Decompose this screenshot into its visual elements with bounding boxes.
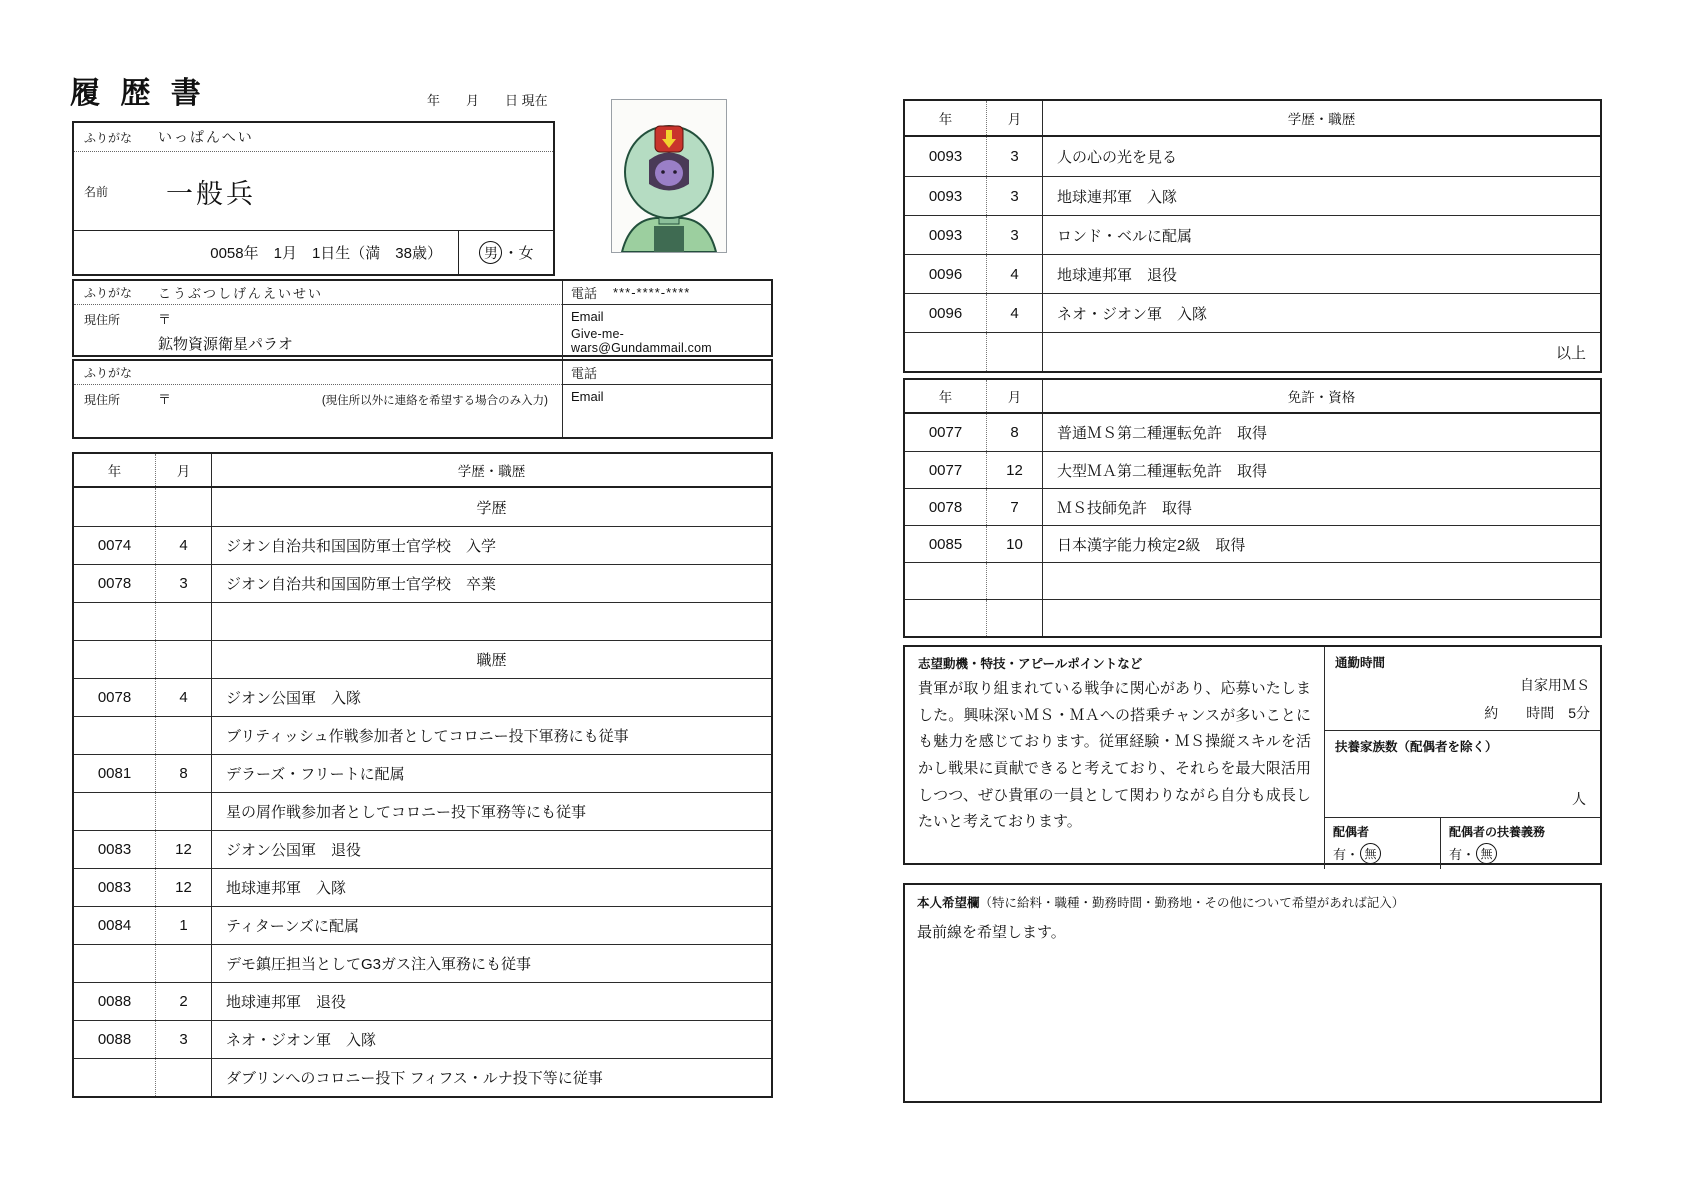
month-cell <box>987 563 1043 599</box>
year-cell: 0077 <box>905 414 987 451</box>
alternate-address-note: (現住所以外に連絡を希望する場合のみ入力) <box>321 395 548 407</box>
table-row <box>74 488 771 526</box>
year-cell: 0078 <box>74 679 156 716</box>
description-cell: ダブリンへのコロニー投下 フィフス・ルナ投下等に従事 <box>226 1070 603 1087</box>
table-row <box>74 602 771 640</box>
phone-row <box>563 361 771 385</box>
description-column-header: 免許・資格 <box>1287 390 1356 405</box>
gender-female: 女 <box>518 245 534 262</box>
year-cell <box>905 563 987 599</box>
year-cell: 0084 <box>74 907 156 944</box>
furigana-label: ふりがな <box>84 366 133 380</box>
motivation-heading: 志望動機・特技・アピールポイントなど <box>918 657 1143 671</box>
motivation-body: 貴軍が取り組まれている戦争に関心があり、応募いたしました。興味深いＭＳ・ＭＡへの搭乗チャンスが多いことにも魅力を感じております。従軍経験・ＭＳ操縦スキルを活かし戦果に貢献できると考えており、それらを最大限活用しつつ、ぜひ貴軍の一員として関わりながら自分も成長したいと考えております。 <box>918 680 1311 831</box>
address-furigana-row <box>74 361 562 385</box>
year-cell: 0088 <box>74 983 156 1020</box>
table-row <box>74 906 771 944</box>
month-cell: 1 <box>156 907 212 944</box>
phone-label: 電話 <box>571 286 598 301</box>
month-cell: 10 <box>987 526 1043 562</box>
year-cell <box>74 488 156 526</box>
description-cell: 星の屑作戦参加者としてコロニー投下軍務等にも従事 <box>226 804 587 821</box>
table-row <box>905 254 1600 293</box>
furigana-label: ふりがな <box>84 286 133 300</box>
table-header-row <box>74 454 771 488</box>
table-row <box>905 293 1600 332</box>
description-cell: ジオン公国軍 入隊 <box>226 690 362 707</box>
address-main <box>74 385 562 412</box>
personal-wishes-section <box>903 883 1602 1103</box>
name-furigana-row <box>74 123 553 152</box>
year-cell <box>74 641 156 678</box>
month-cell: 8 <box>987 414 1043 451</box>
description-cell: 学歴 <box>476 499 507 517</box>
year-cell: 0093 <box>905 137 987 176</box>
table-header-row <box>905 380 1600 414</box>
month-cell: 7 <box>987 489 1043 525</box>
spouse-support-options: 有・ <box>1449 847 1476 862</box>
phone-label: 電話 <box>571 366 598 381</box>
month-cell <box>156 717 212 754</box>
description-cell: ネオ・ジオン軍 入隊 <box>226 1032 377 1049</box>
year-cell: 0081 <box>74 755 156 792</box>
commute-time-value: 約 時間 5分 <box>1484 705 1590 721</box>
address-furigana-value: こうぶつしげんえいせい <box>158 286 324 301</box>
description-cell: 地球連邦軍 入隊 <box>226 880 347 897</box>
month-cell <box>156 603 212 640</box>
wishes-heading-label: 本人希望欄 <box>917 896 980 910</box>
spouse-support-selected: 無 <box>1476 843 1497 864</box>
wishes-heading-note: （特に給料・職種・勤務時間・勤務地・その他について希望があれば記入） <box>979 896 1405 910</box>
month-cell: 12 <box>156 831 212 868</box>
month-cell <box>987 600 1043 636</box>
year-cell: 0093 <box>905 177 987 215</box>
table-row <box>905 176 1600 215</box>
month-column-header: 月 <box>156 454 212 486</box>
email-label: Email <box>571 389 604 404</box>
year-cell: 0078 <box>74 565 156 602</box>
year-cell <box>905 600 987 636</box>
email-block <box>563 385 771 411</box>
address-main <box>74 305 562 358</box>
description-cell: 日本漢字能力検定2級 取得 <box>1057 536 1246 554</box>
year-cell: 0096 <box>905 294 987 332</box>
month-cell <box>156 793 212 830</box>
description-cell: ジオン自治共和国国防軍士官学校 卒業 <box>226 576 497 593</box>
month-cell <box>156 641 212 678</box>
dependents-unit: 人 <box>1572 791 1586 807</box>
commute-label: 通勤時間 <box>1335 656 1386 670</box>
wishes-heading <box>917 893 1588 911</box>
email-block <box>563 305 771 359</box>
table-row <box>74 716 771 754</box>
table-row <box>74 868 771 906</box>
applicant-photo <box>611 99 727 253</box>
dependents-box <box>1325 731 1600 818</box>
year-cell <box>905 333 987 371</box>
spouse-box <box>1325 818 1441 869</box>
table-row <box>74 640 771 678</box>
address-label: 現住所 <box>84 393 121 407</box>
contact-right <box>562 361 771 437</box>
month-cell: 4 <box>987 255 1043 293</box>
description-cell: 地球連邦軍 退役 <box>226 994 347 1011</box>
description-cell: 以上 <box>1555 344 1586 362</box>
month-cell: 2 <box>156 983 212 1020</box>
table-row <box>905 451 1600 488</box>
contact-right <box>562 281 771 359</box>
month-cell <box>987 333 1043 371</box>
motivation-section <box>903 645 1602 865</box>
year-cell <box>74 793 156 830</box>
year-cell: 0083 <box>74 869 156 906</box>
month-cell <box>156 488 212 526</box>
description-cell: デラーズ・フリートに配属 <box>226 766 405 783</box>
spouse-label: 配偶者 <box>1333 825 1370 839</box>
gender-male-selected: 男 <box>479 241 502 264</box>
licenses-qualifications-table <box>903 378 1602 638</box>
month-cell: 3 <box>156 565 212 602</box>
address-label: 現住所 <box>84 313 121 327</box>
year-cell <box>74 717 156 754</box>
spouse-options: 有・ <box>1333 847 1360 862</box>
table-row <box>74 1058 771 1096</box>
current-address-box <box>72 279 773 357</box>
birth-row <box>74 230 553 274</box>
spouse-row <box>1325 818 1600 869</box>
gender-separator: ・ <box>503 245 519 262</box>
description-cell: 地球連邦軍 退役 <box>1057 266 1178 284</box>
year-column-header: 年 <box>74 454 156 486</box>
address-left <box>74 281 562 359</box>
year-cell <box>74 945 156 982</box>
table-row <box>74 944 771 982</box>
description-cell: 職歴 <box>476 652 507 669</box>
address-value: 鉱物資源衛星パラオ <box>158 336 294 353</box>
year-cell: 0085 <box>905 526 987 562</box>
year-cell: 0074 <box>74 527 156 564</box>
month-cell: 12 <box>987 452 1043 488</box>
year-column-header: 年 <box>905 101 987 135</box>
description-cell: ジオン自治共和国国防軍士官学校 入学 <box>226 538 497 555</box>
month-cell <box>156 945 212 982</box>
name-row <box>74 152 553 230</box>
description-cell: ブリティッシュ作戦参加者としてコロニー投下軍務にも従事 <box>226 728 629 745</box>
table-row <box>905 599 1600 636</box>
table-row <box>905 332 1600 371</box>
description-cell: ロンド・ベルに配属 <box>1057 227 1193 245</box>
month-cell: 4 <box>156 679 212 716</box>
postal-mark: 〒 <box>158 312 172 327</box>
month-cell: 4 <box>987 294 1043 332</box>
description-column-header: 学歴・職歴 <box>457 464 526 479</box>
description-cell <box>1043 563 1600 599</box>
description-cell: 大型ＭＡ第二種運転免許 取得 <box>1057 462 1268 480</box>
zeon-soldier-illustration <box>612 100 726 252</box>
table-row <box>74 1020 771 1058</box>
table-header-row <box>905 101 1600 137</box>
email-value: Give-me-wars@Gundammail.com <box>571 327 712 355</box>
description-cell: ジオン公国軍 退役 <box>226 842 362 859</box>
table-row <box>74 564 771 602</box>
commute-time-box <box>1325 647 1600 731</box>
month-column-header: 月 <box>987 380 1043 412</box>
commute-vehicle: 自家用ＭＳ <box>1520 677 1590 693</box>
description-cell: ＭＳ技師免許 取得 <box>1057 499 1193 517</box>
page-title: 履歴書 <box>70 77 222 110</box>
education-work-history-table-continued <box>903 99 1602 373</box>
table-row <box>905 137 1600 176</box>
education-work-history-table <box>72 452 773 1098</box>
table-row <box>74 526 771 564</box>
description-cell <box>1043 600 1600 636</box>
month-cell: 3 <box>156 1021 212 1058</box>
name-value: 一般兵 <box>166 178 256 209</box>
year-cell <box>74 1059 156 1096</box>
address-left <box>74 361 562 437</box>
month-cell: 8 <box>156 755 212 792</box>
name-box <box>72 121 555 276</box>
postal-mark: 〒 <box>158 392 172 407</box>
table-row <box>74 678 771 716</box>
table-row <box>905 215 1600 254</box>
year-cell <box>74 603 156 640</box>
year-cell: 0077 <box>905 452 987 488</box>
name-label: 名前 <box>84 184 109 199</box>
dependents-label: 扶養家族数（配偶者を除く） <box>1335 740 1498 754</box>
description-cell: 地球連邦軍 入隊 <box>1057 188 1178 206</box>
date-line: 年 月 日 現在 <box>427 93 548 108</box>
phone-row <box>563 281 771 305</box>
table-row <box>74 754 771 792</box>
email-label: Email <box>571 309 604 324</box>
description-cell: ネオ・ジオン軍 入隊 <box>1057 305 1208 323</box>
description-cell <box>212 603 771 640</box>
table-row <box>74 792 771 830</box>
year-cell: 0088 <box>74 1021 156 1058</box>
gender-field <box>458 231 553 274</box>
description-cell: 人の心の光を見る <box>1057 149 1178 166</box>
table-row <box>905 562 1600 599</box>
month-cell: 3 <box>987 177 1043 215</box>
spouse-support-label: 配偶者の扶養義務 <box>1449 825 1546 839</box>
alternate-address-box <box>72 359 773 439</box>
address-furigana-row <box>74 281 562 305</box>
year-cell: 0093 <box>905 216 987 254</box>
description-cell: 普通ＭＳ第二種運転免許 取得 <box>1057 425 1268 442</box>
furigana-value: いっぱんへい <box>158 129 254 145</box>
month-cell: 3 <box>987 216 1043 254</box>
year-cell: 0083 <box>74 831 156 868</box>
furigana-label: ふりがな <box>84 130 133 145</box>
phone-value: ***-****-**** <box>613 285 691 300</box>
table-row <box>905 525 1600 562</box>
month-cell <box>156 1059 212 1096</box>
month-column-header: 月 <box>987 101 1043 135</box>
table-row <box>905 488 1600 525</box>
table-row <box>905 414 1600 451</box>
description-cell: ティターンズに配属 <box>226 918 360 935</box>
month-cell: 12 <box>156 869 212 906</box>
year-cell: 0078 <box>905 489 987 525</box>
table-row <box>74 982 771 1020</box>
table-row <box>74 830 771 868</box>
wishes-body: 最前線を希望します。 <box>917 924 1066 941</box>
month-cell: 4 <box>156 527 212 564</box>
year-cell: 0096 <box>905 255 987 293</box>
description-cell: デモ鎮圧担当としてG3ガス注入軍務にも従事 <box>226 956 532 973</box>
year-column-header: 年 <box>905 380 987 412</box>
spouse-support-box <box>1441 818 1600 869</box>
birthdate: 0058年 1月 1日生（満 38歳） <box>210 245 442 262</box>
month-cell: 3 <box>987 137 1043 176</box>
motivation-box <box>905 647 1325 869</box>
spouse-selected: 無 <box>1360 843 1381 864</box>
description-column-header: 学歴・職歴 <box>1287 112 1356 127</box>
motivation-right-column <box>1325 647 1600 869</box>
